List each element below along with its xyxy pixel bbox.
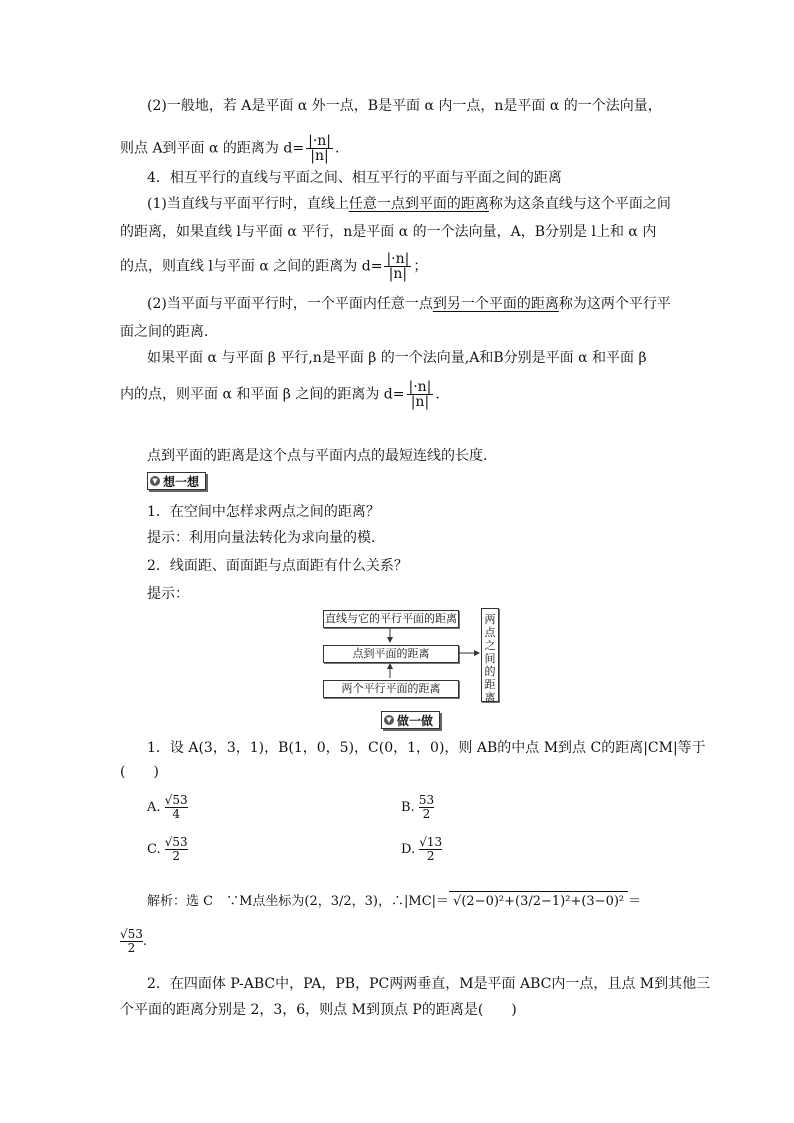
- exercise-2-cont: 个平面的距离分别是 2，3，6，则点 M到顶点 P的距离是( ): [120, 1002, 517, 1018]
- para-distance-formula: 则点 A到平面 α 的距离为 d= $\frac{|\cdot n|}{|n|}$ .: [120, 133, 340, 164]
- para-plane-normal: 如果平面 α 与平面 β 平行,n是平面 β 的一个法向量,A和B分别是平面 α 和平面 β: [147, 350, 647, 366]
- para-general-point-plane: (2)一般地，若 A是平面 α 外一点，B是平面 α 内一点，n是平面 α 的一个法向量，: [147, 98, 662, 114]
- note-shortest-distance: 点到平面的距离是这个点与平面内点的最短连线的长度．: [147, 448, 497, 464]
- option-b: B. $\frac{53}{2}$: [401, 793, 435, 821]
- solution-result: $\frac{√53}{2}$.: [120, 927, 148, 955]
- sqrt-expression: √(2−0)²+(3/2−1)²+(3−0)²: [449, 891, 628, 909]
- para-plane-plane-parallel: (2)当平面与平面平行时，一个平面内任意一点到另一个平面的距离称为这两个平行平: [147, 296, 671, 312]
- answer-1: 提示：利用向量法转化为求向量的模．: [147, 530, 385, 546]
- para-line-plane-normal: 的距离，如果直线 l与平面 α 平行，n是平面 α 的一个法向量，A，B分别是 l上和 α 内: [120, 224, 657, 240]
- diagram-box-two-points: 两点之间的距离: [481, 608, 499, 702]
- solution-line: 解析：选 C ∵M点坐标为(2，3/2，3)，∴|MC|＝ √(2−0)²+(3/2−1)²+(3−0)² ＝: [147, 892, 641, 912]
- option-c: C. $\frac{√53}{2}$: [147, 835, 188, 863]
- para-line-plane-formula: 的点，则直线 l与平面 α 之间的距离为 d= $\frac{|\cdot n|}{|n|}$ ；: [120, 251, 428, 282]
- para-plane-distance: 面之间的距离．: [120, 324, 218, 340]
- para-plane-formula: 内的点，则平面 α 和平面 β 之间的距离为 d= $\frac{|\cdot n|}{|n|}$ .: [120, 379, 440, 410]
- section-heading-4: 4．相互平行的直线与平面之间、相互平行的平面与平面之间的距离: [147, 170, 562, 186]
- option-d: D. $\frac{√13}{2}$: [401, 835, 443, 863]
- question-2: 2．线面距、面面距与点面距有什么关系？: [147, 558, 408, 574]
- chevron-down-icon: ▼: [150, 476, 160, 486]
- practice-badge: ▼ 做一做: [381, 711, 440, 729]
- diagram-box-line-plane: 直线与它的平行平面的距离: [323, 610, 459, 628]
- chevron-down-icon: ▼: [384, 715, 394, 725]
- question-1: 1．在空间中怎样求两点之间的距离？: [147, 504, 380, 520]
- option-a: A. $\frac{√53}{4}$: [147, 793, 188, 821]
- exercise-2-stem: 2．在四面体 P-ABC中，PA，PB，PC两两垂直，M是平面 ABC内一点，且点 M到其他三: [147, 976, 711, 992]
- exercise-1-stem: 1．设 A(3，3，1)，B(1，0，5)，C(0，1，0)，则 AB的中点 M到点 C的距离|CM|等于: [147, 740, 706, 756]
- diagram-box-point-plane: 点到平面的距离: [323, 645, 459, 663]
- para-line-plane-parallel: (1)当直线与平面平行时，直线上任意一点到平面的距离称为这条直线与这个平面之间: [147, 196, 671, 212]
- answer-2: 提示：: [147, 586, 189, 602]
- exercise-1-paren: ( ): [120, 764, 159, 780]
- distance-fraction: $\frac{|\cdot n|}{|n|}$: [308, 133, 331, 164]
- diagram-box-plane-plane: 两个平行平面的距离: [323, 680, 459, 698]
- think-badge: ▼ 想一想: [147, 472, 206, 490]
